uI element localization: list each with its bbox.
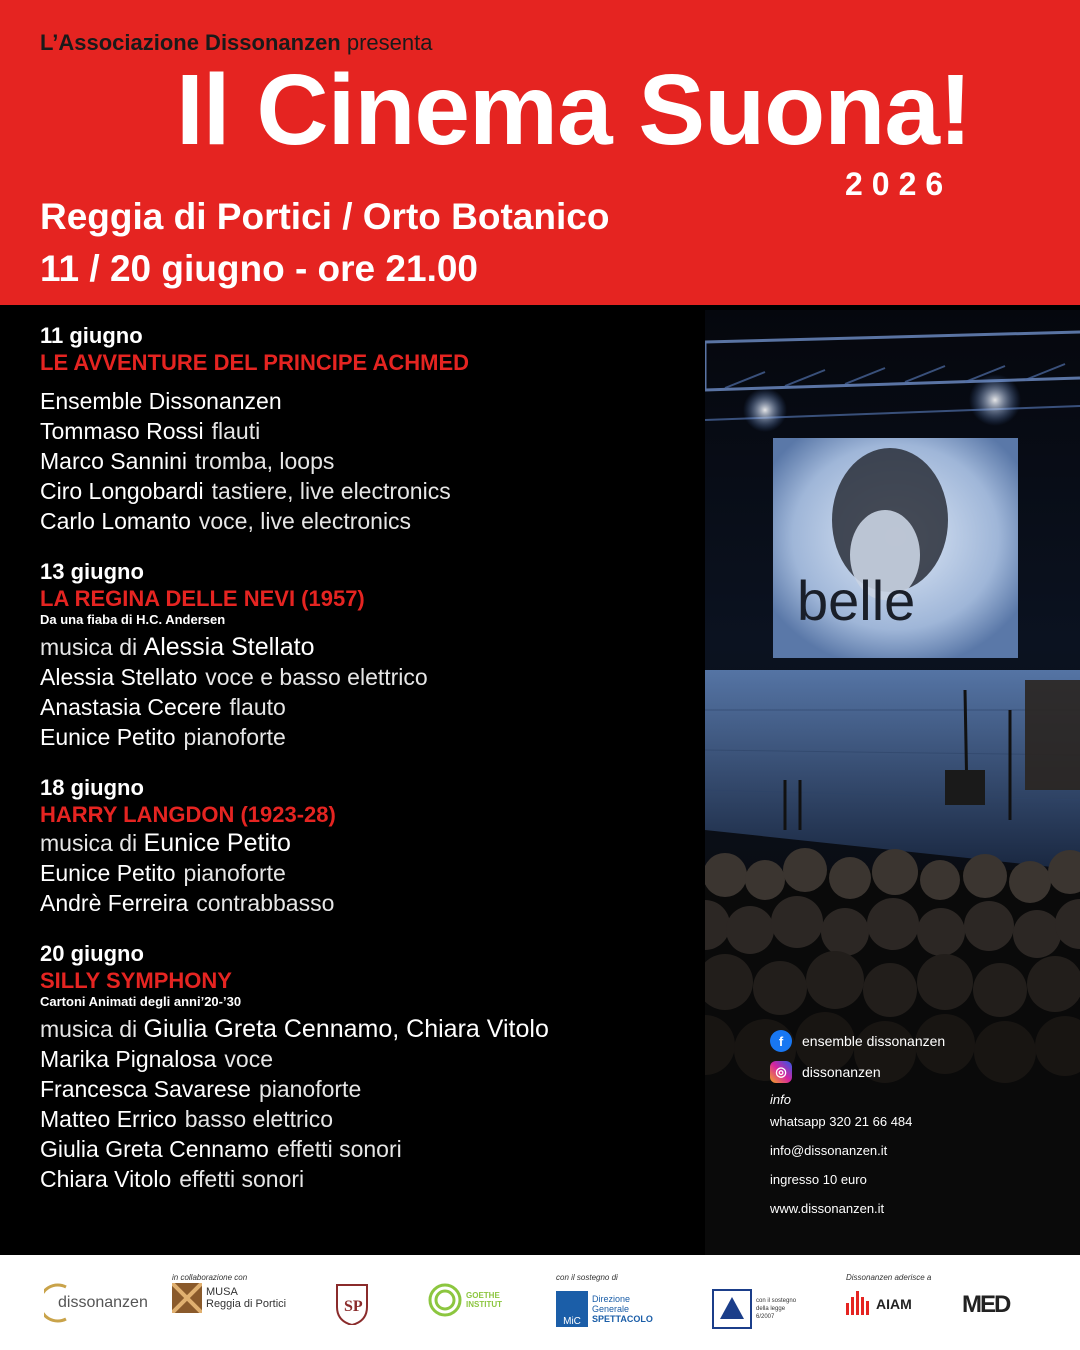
email-address[interactable]: info@dissonanzen.it [770,1143,888,1158]
event-title: HARRY LANGDON (1923-28) [40,802,336,827]
program-list [40,322,700,1216]
performer-line [40,416,700,446]
performer-name: Francesca Savarese [40,1076,251,1102]
mic-mark: MiC [556,1291,588,1327]
music-credit [40,632,700,662]
goethe-institut-logo [428,1283,502,1317]
performer-role: tromba, loops [195,448,335,474]
composer-name: Alessia Stellato [143,633,315,661]
performer-name: Matteo Errico [40,1106,177,1132]
performer-line [40,722,700,752]
campania-caption: con il sostegno della legge 6/2007 [756,1298,797,1320]
ticket-price: ingresso 10 euro [770,1172,867,1187]
svg-text:SP: SP [344,1298,363,1315]
performer-role: flauti [211,418,261,444]
performer-line [40,386,700,416]
performer-name: Eunice Petito [40,860,176,886]
performer-role: voce, live electronics [198,508,412,534]
performer-name: Eunice Petito [40,724,176,750]
event-subtitle: Da una fiaba di H.C. Andersen [40,612,226,627]
website-link[interactable]: www.dissonanzen.it [770,1201,885,1216]
music-label: musica di [40,1016,138,1042]
performer-name: Andrè Ferreira [40,890,189,916]
med-logo-text: MED [962,1291,1010,1318]
musa-logo-place: Reggia di Portici [206,1298,287,1310]
performer-line [40,662,700,692]
event-item [40,940,700,1194]
performer-name: Marco Sannini [40,448,188,474]
performer-name: Carlo Lomanto [40,508,191,534]
festival-title: Il Cinema Suona! [176,54,972,166]
presenter-verb: presenta [346,30,433,55]
performer-line [40,1044,700,1074]
sponsor-footer [0,1255,1080,1350]
music-label: musica di [40,634,138,660]
mic-logo-line1: Direzione [592,1294,631,1304]
venue: Reggia di Portici / Orto Botanico [40,196,610,237]
performer-line [40,888,700,918]
goethe-logo-line2: INSTITUT [466,1300,502,1309]
performer-name: Marika Pignalosa [40,1046,217,1072]
performer-line [40,1134,700,1164]
performer-line [40,1074,700,1104]
performer-role: tastiere, live electronics [211,478,451,504]
performer-role: flauto [229,694,286,720]
event-item [40,774,700,918]
crest-icon [335,1283,369,1325]
university-crest-logo [335,1283,369,1325]
screen-text: belle [797,569,916,632]
aiam-bars-icon [846,1289,874,1319]
event-title: LE AVVENTURE DEL PRINCIPE ACHMED [40,350,470,375]
performer-role: basso elettrico [184,1106,334,1132]
event-date: 18 giugno [40,775,144,800]
aiam-logo-text: AIAM [876,1296,912,1312]
performer-role: voce [224,1046,274,1072]
instagram-handle: dissonanzen [802,1064,881,1080]
performer-name: Ciro Longobardi [40,478,204,504]
event-item [40,558,700,752]
facebook-link[interactable] [770,1030,1070,1052]
performer-role: voce e basso elettrico [205,664,428,690]
goethe-mark-icon [428,1283,462,1317]
performer-line [40,858,700,888]
event-date: 13 giugno [40,559,144,584]
performer-name: Ensemble Dissonanzen [40,388,282,414]
performer-role: pianoforte [258,1076,362,1102]
goethe-logo-line1: GOETHE [466,1291,500,1300]
composer-name: Eunice Petito [143,829,291,857]
performer-name: Chiara Vitolo [40,1166,172,1192]
info-label: info [770,1092,791,1107]
event-date: 20 giugno [40,941,144,966]
music-credit [40,828,700,858]
composer-name: Giulia Greta Cennamo, Chiara Vitolo [143,1015,549,1043]
contacts-block [770,1030,1070,1223]
regione-campania-crest-icon [712,1289,752,1329]
performer-line [40,446,700,476]
aiam-logo [846,1289,912,1319]
musa-logo [172,1283,286,1313]
event-title: LA REGINA DELLE NEVI (1957) [40,586,365,611]
music-credit [40,1014,700,1044]
performer-name: Anastasia Cecere [40,694,222,720]
performer-line [40,1104,700,1134]
caption-support: con il sostegno di [556,1273,618,1282]
presenter-line [40,30,433,56]
performer-line [40,506,700,536]
med-logo [962,1291,1009,1319]
music-label: musica di [40,830,138,856]
facebook-handle: ensemble dissonanzen [802,1033,946,1049]
regione-campania-logo [712,1289,800,1329]
performer-name: Giulia Greta Cennamo [40,1136,269,1162]
performer-role: pianoforte [183,860,286,886]
performer-role: effetti sonori [179,1166,305,1192]
performer-line [40,692,700,722]
performer-role: pianoforte [183,724,286,750]
whatsapp-number[interactable]: whatsapp 320 21 66 484 [770,1114,913,1129]
facebook-icon: f [770,1030,792,1052]
performer-role: effetti sonori [276,1136,402,1162]
mic-logo-line2: Generale [592,1304,630,1314]
festival-year: 2026 [845,166,953,202]
performer-name: Tommaso Rossi [40,418,204,444]
performer-line [40,476,700,506]
caption-membership: Dissonanzen aderisce a [846,1273,932,1282]
instagram-icon: ◎ [770,1061,792,1083]
dissonanzen-logo [44,1283,148,1323]
musa-mark-icon [172,1283,202,1313]
event-subtitle: Cartoni Animati degli anni’20-’30 [40,994,242,1009]
instagram-link[interactable] [770,1061,1070,1083]
performer-role: contrabbasso [196,890,335,916]
presenter-name: L’Associazione Dissonanzen [40,30,341,55]
performer-line [40,1164,700,1194]
performer-name: Alessia Stellato [40,664,198,690]
mic-spettacolo-logo [556,1291,653,1327]
caption-collaboration: in collaborazione con [172,1273,248,1282]
event-title: SILLY SYMPHONY [40,968,232,993]
mic-logo-line3: SPETTACOLO [592,1314,653,1324]
event-item [40,322,700,536]
header-banner [0,0,1080,305]
event-date: 11 giugno [40,323,143,348]
musa-logo-name: MUSA [206,1286,238,1298]
festival-dates: 11 / 20 giugno - ore 21.00 [40,248,479,289]
dissonanzen-logo-text: dissonanzen [58,1294,148,1311]
